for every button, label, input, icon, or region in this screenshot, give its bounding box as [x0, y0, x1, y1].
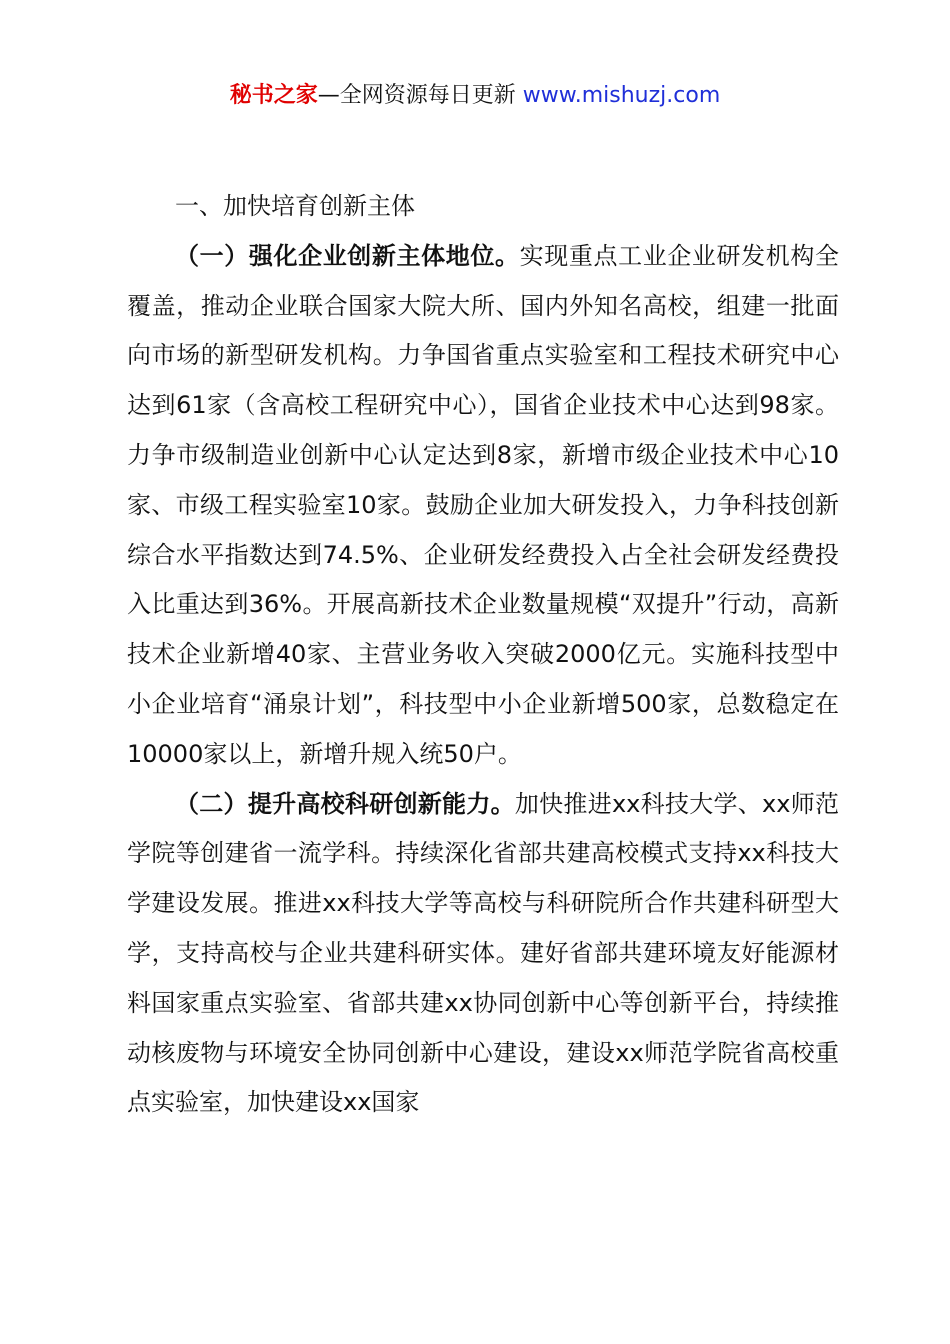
header-tagline: —全网资源每日更新	[317, 83, 516, 108]
brand-name: 秘书之家	[229, 83, 318, 108]
document-body	[127, 182, 839, 1128]
section-heading: 一、加快培育创新主体	[175, 192, 415, 220]
paragraph-text: 实现重点工业企业研发机构全覆盖，推动企业联合国家大院大所、国内外知名高校，组建一批面向市场的新型研发机构。力争国省重点实验室和工程技术研究中心达到61家（含高校工程研究中心），国省企业技术中心达到98家。力争市级制造业创新中心认定达到8家，新增市级企业技术中心10家、市级工程实验室10家。鼓励企业加大研发投入，力争科技创新综合水平指数达到74.5%、企业研发经费投入占全社会研发经费投入比重达到36%。开展高新技术企业数量规模“双提升”行动，高新技术企业新增40家、主营业务收入突破2000亿元。实施科技型中小企业培育“涌泉计划”，科技型中小企业新增500家，总数稳定在10000家以上，新增升规入统50户。	[127, 241, 840, 768]
page-header	[0, 80, 950, 112]
paragraph-text: 加快推进xx科技大学、xx师范学院等创建省一流学科。持续深化省部共建高校模式支持xx科技大学建设发展。推进xx科技大学等高校与科研院所合作共建科研型大学，支持高校与企业共建科研实体。建好省部共建环境友好能源材料国家重点实验室、省部共建xx协同创新中心等创新平台，持续推动核废物与环境安全协同创新中心建设，建设xx师范学院省高校重点实验室，加快建设xx国家	[127, 789, 840, 1117]
paragraph-lead: （一）强化企业创新主体地位。	[175, 241, 520, 270]
paragraph-university-research	[127, 780, 839, 1129]
website-link[interactable]: www.mishuzj.com	[522, 83, 721, 108]
paragraph-enterprise-innovation	[127, 232, 839, 780]
paragraph-lead: （二）提升高校科研创新能力。	[175, 789, 515, 818]
